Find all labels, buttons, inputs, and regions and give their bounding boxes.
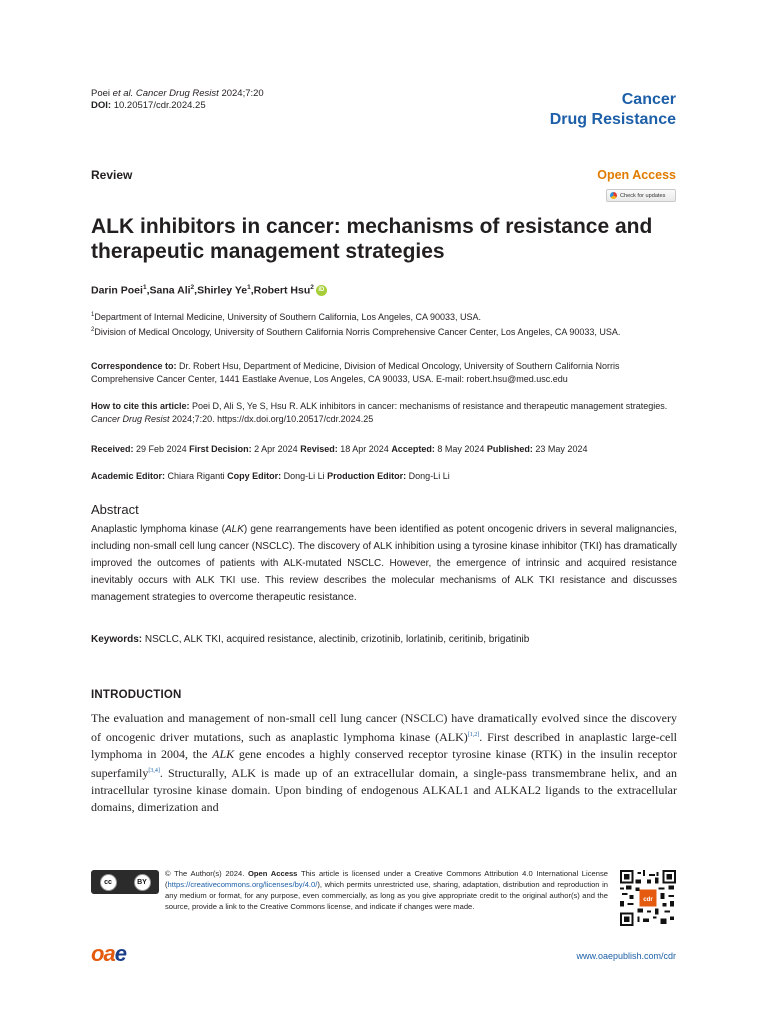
journal-name-line1: Cancer — [621, 91, 676, 108]
how-to-cite-journal: Cancer Drug Resist — [91, 413, 170, 424]
date-value: 8 May 2024 — [437, 444, 485, 454]
orcid-icon[interactable]: iD — [316, 285, 327, 296]
article-title: ALK inhibitors in cancer: mechanisms of resistance and therapeutic management strategies — [91, 215, 653, 263]
svg-text:cdr: cdr — [643, 895, 653, 903]
affiliations — [91, 309, 677, 338]
date-label: Revised: — [300, 444, 338, 454]
editor-name: Dong-Li Li — [283, 471, 325, 481]
affiliation: $^2$Division of Medical Oncology, University of Southern California Norris Comprehensive Cancer Center, Los Angeles, CA 90033, USA. — [91, 326, 621, 337]
keywords-text: NSCLC, ALK TKI, acquired resistance, alectinib, crizotinib, lorlatinib, ceritinib, brigatinib — [144, 634, 530, 645]
keywords-label: Keywords: — [91, 634, 143, 645]
article-type: Review — [91, 168, 133, 182]
doi-value[interactable]: 10.20517/cdr.2024.25 — [113, 100, 206, 111]
article-dates — [91, 443, 677, 456]
journal-name — [550, 90, 676, 130]
cc-icon: cc — [100, 874, 117, 891]
date-label: Published: — [486, 444, 533, 454]
introduction-paragraph: The evaluation and management of non-small cell lung cancer (NSCLC) have dramatically evolved since the discovery of oncogenic driver mutations, such as anaplastic lymphoma kinase (ALK)[1,2]. First described in anaplastic large-cell lymphoma in 2004, the ALK gene encodes a highly conserved receptor tyrosine kinase (RTK) in the insulin receptor superfamily[3,4]. Structurally, ALK is made up of an extracellular domain, a single-pass transmembrane helix, and an intracellular tyrosine kinase domain. Upon binding of endogenous ALKAL1 and ALKAL2 ligands to the extracellular domains, dimerization and — [91, 711, 677, 814]
citation-header — [91, 88, 264, 112]
affiliation: $^1$Department of Internal Medicine, University of Southern California, Los Angeles, CA 90033, USA. — [91, 312, 482, 322]
abstract-heading: Abstract — [91, 502, 139, 517]
editor-name: Chiara Riganti — [167, 471, 225, 481]
license-text: © The Author(s) 2024. Open Access This article is licensed under a Creative Commons Attribution 4.0 International License (https://creativecommons.org/licenses/by/4.0/), which permits unrestricted use, sharing, adaptation, distribution and reproduction in any medium or format, for any purpose, even commercially, as long as you give appropriate credit to the original author(s) and the source, provide a link to the Creative Commons license, and indicate if changes were made. — [165, 869, 608, 911]
author[interactable]: Robert Hsu$^2$ — [253, 284, 314, 297]
correspondence-label: Correspondence to: — [91, 361, 177, 371]
date-label: First Decision: — [189, 444, 252, 454]
citation-etal: et al. — [112, 88, 134, 99]
citation-journal: Cancer Drug Resist — [135, 88, 219, 99]
author[interactable]: Sana Ali$^2$, — [149, 284, 198, 297]
citation-author: Poei — [91, 88, 111, 99]
keywords — [91, 634, 529, 645]
date-value: 18 Apr 2024 — [340, 444, 389, 454]
abstract-text: Anaplastic lymphoma kinase (ALK) gene rearrangements have been identified as potent oncogenic drivers in several malignancies, including non-small cell lung cancer (NSCLC). The discovery of ALK inhibition using a tyrosine kinase inhibitor (TKI) has dramatically improved the outcomes of patients with ALK-mutated NSCLC. However, the emergence of intrinsic and acquired resistance inevitably occurs with ALK TKI use. This review describes the molecular mechanisms of ALK TKI resistance and discusses management strategies to overcome therapeutic resistance. — [91, 524, 677, 603]
citation-line — [91, 88, 264, 100]
editor-label: Academic Editor: — [91, 471, 166, 481]
check-for-updates-button[interactable] — [606, 189, 676, 202]
citation-reference[interactable]: [3,4] — [148, 768, 160, 774]
author[interactable]: Shirley Ye$^1$, — [197, 284, 254, 297]
author-list — [91, 284, 327, 297]
correspondence — [91, 360, 677, 385]
editors — [91, 470, 677, 483]
date-value: 29 Feb 2024 — [136, 444, 187, 454]
date-value: 2 Apr 2024 — [254, 444, 298, 454]
doi-line — [91, 100, 264, 112]
publisher-website-link[interactable]: www.oaepublish.com/cdr — [576, 951, 676, 961]
editor-label: Copy Editor: — [227, 471, 282, 481]
doi-label: DOI: — [91, 100, 112, 111]
open-access-label: Open Access — [597, 168, 676, 182]
check-for-updates-label: Check for updates — [620, 192, 666, 199]
by-person-icon: BY — [134, 874, 151, 891]
editor-name: Dong-Li Li — [408, 471, 450, 481]
journal-name-line2: Drug Resistance — [549, 111, 676, 128]
author[interactable]: Darin Poei$^1$, — [91, 284, 150, 297]
date-value: 23 May 2024 — [535, 444, 588, 454]
qr-code-icon[interactable] — [620, 870, 676, 926]
crossmark-icon — [610, 192, 617, 199]
license-link[interactable]: https://creativecommons.org/licenses/by/4.0/ — [167, 880, 318, 889]
editor-label: Production Editor: — [327, 471, 407, 481]
how-to-cite-rest[interactable]: 2024;7:20. https://dx.doi.org/10.20517/cdr.2024.25 — [172, 413, 374, 424]
section-heading-introduction: INTRODUCTION — [91, 689, 182, 701]
citation-reference[interactable]: [1,2] — [467, 732, 480, 738]
correspondence-text: Dr. Robert Hsu, Department of Medicine, Division of Medical Oncology, University of Southern California Norris Comprehensive Cancer Center, 1441 Eastlake Avenue, Los Angeles, CA 90033, USA. E-mail: robert.hsu@med.usc.edu — [91, 361, 620, 384]
oae-logo[interactable]: oae — [91, 941, 126, 966]
date-label: Received: — [91, 444, 134, 454]
how-to-cite-text: Poei D, Ali S, Ye S, Hsu R. ALK inhibitors in cancer: mechanisms of resistance and therapeutic management strategies. — [192, 401, 668, 411]
how-to-cite-label: How to cite this article: — [91, 401, 190, 411]
how-to-cite — [91, 400, 677, 425]
date-label: Accepted: — [391, 444, 435, 454]
citation-volume: 2024;7:20 — [221, 88, 264, 99]
